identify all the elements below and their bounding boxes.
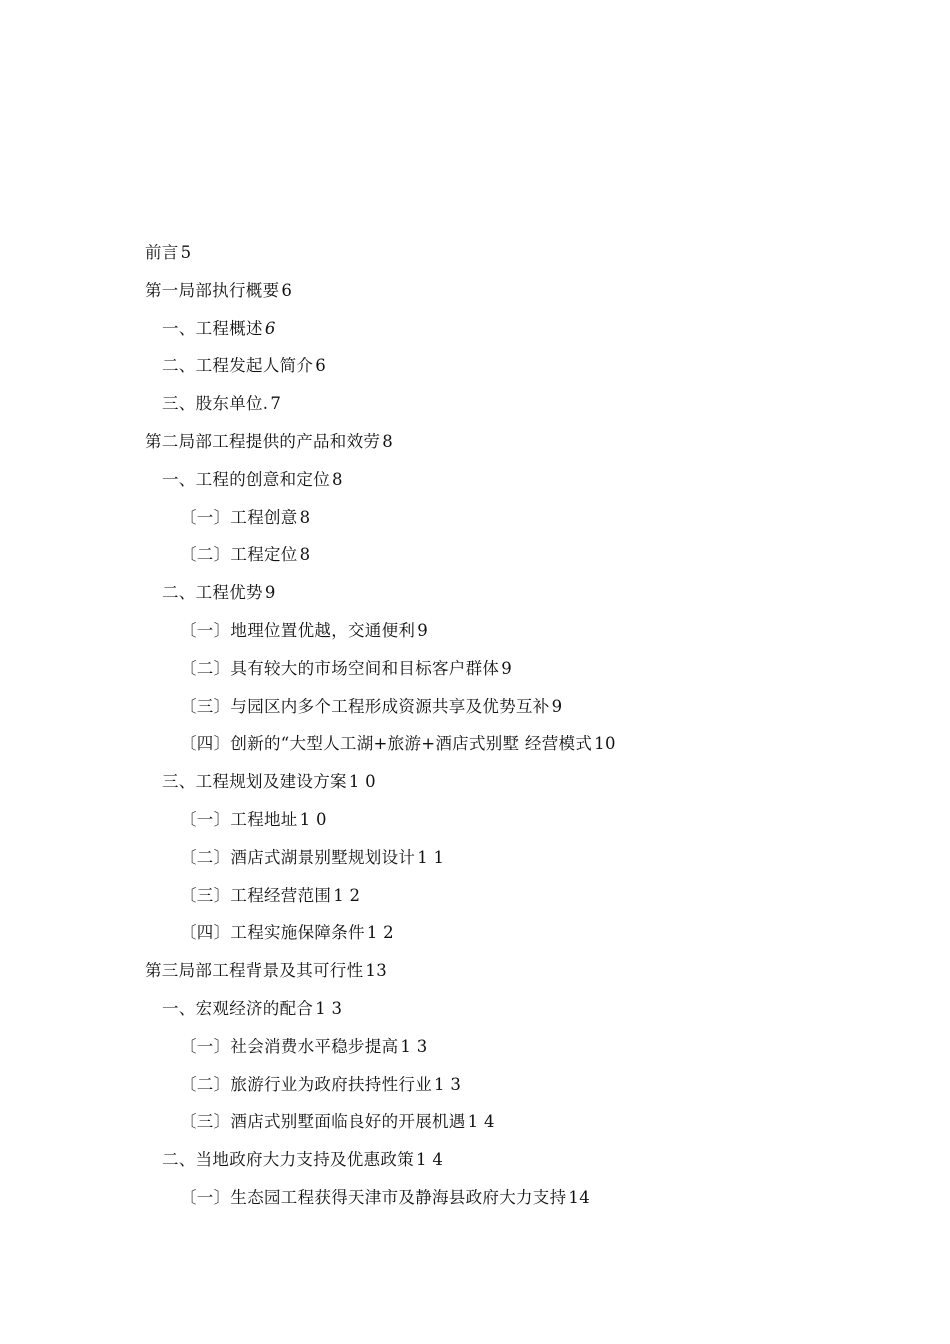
toc-entry-title: 〔一〕社会消费水平稳步提高 bbox=[180, 1036, 399, 1056]
toc-entry-page: 10 bbox=[594, 734, 616, 754]
toc-entry[interactable] bbox=[0, 765, 950, 803]
toc-entry-title: 〔三〕酒店式别墅面临良好的开展机遇 bbox=[180, 1112, 466, 1132]
toc-entry-page: 8 bbox=[299, 545, 311, 565]
toc-entry[interactable] bbox=[0, 1143, 950, 1181]
toc-entry-page: 1 3 bbox=[315, 998, 343, 1018]
toc-entry-page: 6 bbox=[315, 356, 327, 376]
toc-entry[interactable] bbox=[0, 1030, 950, 1068]
toc-entry[interactable] bbox=[0, 954, 950, 992]
toc-entry-title: 〔二〕工程定位 bbox=[180, 545, 298, 565]
toc-entry[interactable] bbox=[0, 501, 950, 539]
toc-entry-page: 1 3 bbox=[434, 1074, 462, 1094]
toc-entry-title: 第一局部执行概要 bbox=[145, 280, 280, 300]
toc-entry-title: 二、当地政府大力支持及优惠政策 bbox=[162, 1150, 414, 1170]
toc-entry-title: 一、工程概述 bbox=[162, 318, 263, 338]
toc-entry-title: 二、工程优势 bbox=[162, 583, 263, 603]
toc-entry[interactable] bbox=[0, 1181, 950, 1219]
toc-entry-page: 9 bbox=[264, 583, 276, 603]
toc-entry-title: 〔四〕创新的“大型人工湖+旅游+酒店式别墅 经营模式 bbox=[180, 734, 593, 754]
toc-entry[interactable] bbox=[0, 576, 950, 614]
toc-entry-title: 〔一〕地理位置优越，交通便利 bbox=[180, 620, 416, 640]
toc-entry-page: 9 bbox=[417, 620, 429, 640]
toc-entry-title: 〔四〕工程实施保障条件 bbox=[180, 923, 365, 943]
toc-entry-title: 〔二〕具有较大的市场空间和目标客户群体 bbox=[180, 658, 500, 678]
toc-entry[interactable] bbox=[0, 425, 950, 463]
toc-entry[interactable] bbox=[0, 274, 950, 312]
toc-entry-title: 二、工程发起人简介 bbox=[162, 356, 314, 376]
toc-entry[interactable] bbox=[0, 312, 950, 350]
toc-entry[interactable] bbox=[0, 349, 950, 387]
toc-entry-page: 1 1 bbox=[417, 847, 445, 867]
table-of-contents bbox=[0, 236, 950, 1219]
toc-entry-page: 9 bbox=[501, 658, 513, 678]
toc-entry-title: 一、工程的创意和定位 bbox=[162, 469, 330, 489]
toc-entry[interactable] bbox=[0, 236, 950, 274]
toc-entry-page: 13 bbox=[365, 961, 388, 981]
toc-entry-title: 三、工程规划及建设方案 bbox=[162, 772, 347, 792]
toc-entry-page: 7 bbox=[270, 394, 282, 414]
toc-entry[interactable] bbox=[0, 1068, 950, 1106]
toc-entry-page: 9 bbox=[551, 696, 563, 716]
toc-entry-page: 1 4 bbox=[416, 1150, 444, 1170]
toc-entry[interactable] bbox=[0, 727, 950, 765]
toc-entry[interactable] bbox=[0, 614, 950, 652]
toc-entry-page: 5 bbox=[180, 243, 192, 262]
toc-entry[interactable] bbox=[0, 1105, 950, 1143]
toc-entry[interactable] bbox=[0, 841, 950, 879]
toc-entry-page: 1 0 bbox=[348, 772, 376, 792]
toc-entry[interactable] bbox=[0, 879, 950, 917]
toc-entry-page: 6 bbox=[264, 318, 276, 338]
toc-entry-title: 三、股东单位. bbox=[162, 394, 269, 414]
toc-entry-title: 〔三〕工程经营范围 bbox=[180, 885, 332, 905]
toc-entry-page: 8 bbox=[299, 507, 311, 527]
toc-entry-page: 6 bbox=[281, 280, 293, 300]
toc-entry-title: 前言 bbox=[145, 243, 179, 262]
toc-entry-page: 1 4 bbox=[467, 1112, 495, 1132]
toc-entry-title: 第二局部工程提供的产品和效劳 bbox=[145, 431, 381, 451]
toc-entry-title: 〔三〕与园区内多个工程形成资源共享及优势互补 bbox=[180, 696, 550, 716]
toc-entry[interactable] bbox=[0, 387, 950, 425]
toc-entry[interactable] bbox=[0, 538, 950, 576]
toc-entry-page: 8 bbox=[332, 469, 343, 489]
toc-entry-page: 1 0 bbox=[299, 809, 327, 829]
toc-entry-title: 〔一〕生态园工程获得天津市及静海县政府大力支持 bbox=[180, 1187, 567, 1207]
toc-entry[interactable] bbox=[0, 803, 950, 841]
toc-entry-page: 1 2 bbox=[366, 923, 394, 943]
toc-entry-page: 8 bbox=[382, 431, 394, 451]
toc-entry[interactable] bbox=[0, 463, 950, 501]
toc-entry-page: 1 3 bbox=[400, 1036, 428, 1056]
toc-entry-title: 〔二〕旅游行业为政府扶持性行业 bbox=[180, 1074, 432, 1094]
toc-entry-title: 〔一〕工程地址 bbox=[180, 809, 298, 829]
toc-entry-title: 一、宏观经济的配合 bbox=[162, 998, 314, 1018]
toc-entry[interactable] bbox=[0, 690, 950, 728]
toc-entry-page: 14 bbox=[568, 1187, 591, 1207]
toc-entry[interactable] bbox=[0, 992, 950, 1030]
toc-entry-title: 〔二〕酒店式湖景别墅规划设计 bbox=[180, 847, 416, 867]
toc-entry-title: 〔一〕工程创意 bbox=[180, 507, 298, 527]
toc-entry-page: 1 2 bbox=[333, 885, 361, 905]
toc-entry-title: 第三局部工程背景及其可行性 bbox=[145, 961, 364, 981]
toc-entry[interactable] bbox=[0, 652, 950, 690]
toc-entry[interactable] bbox=[0, 916, 950, 954]
